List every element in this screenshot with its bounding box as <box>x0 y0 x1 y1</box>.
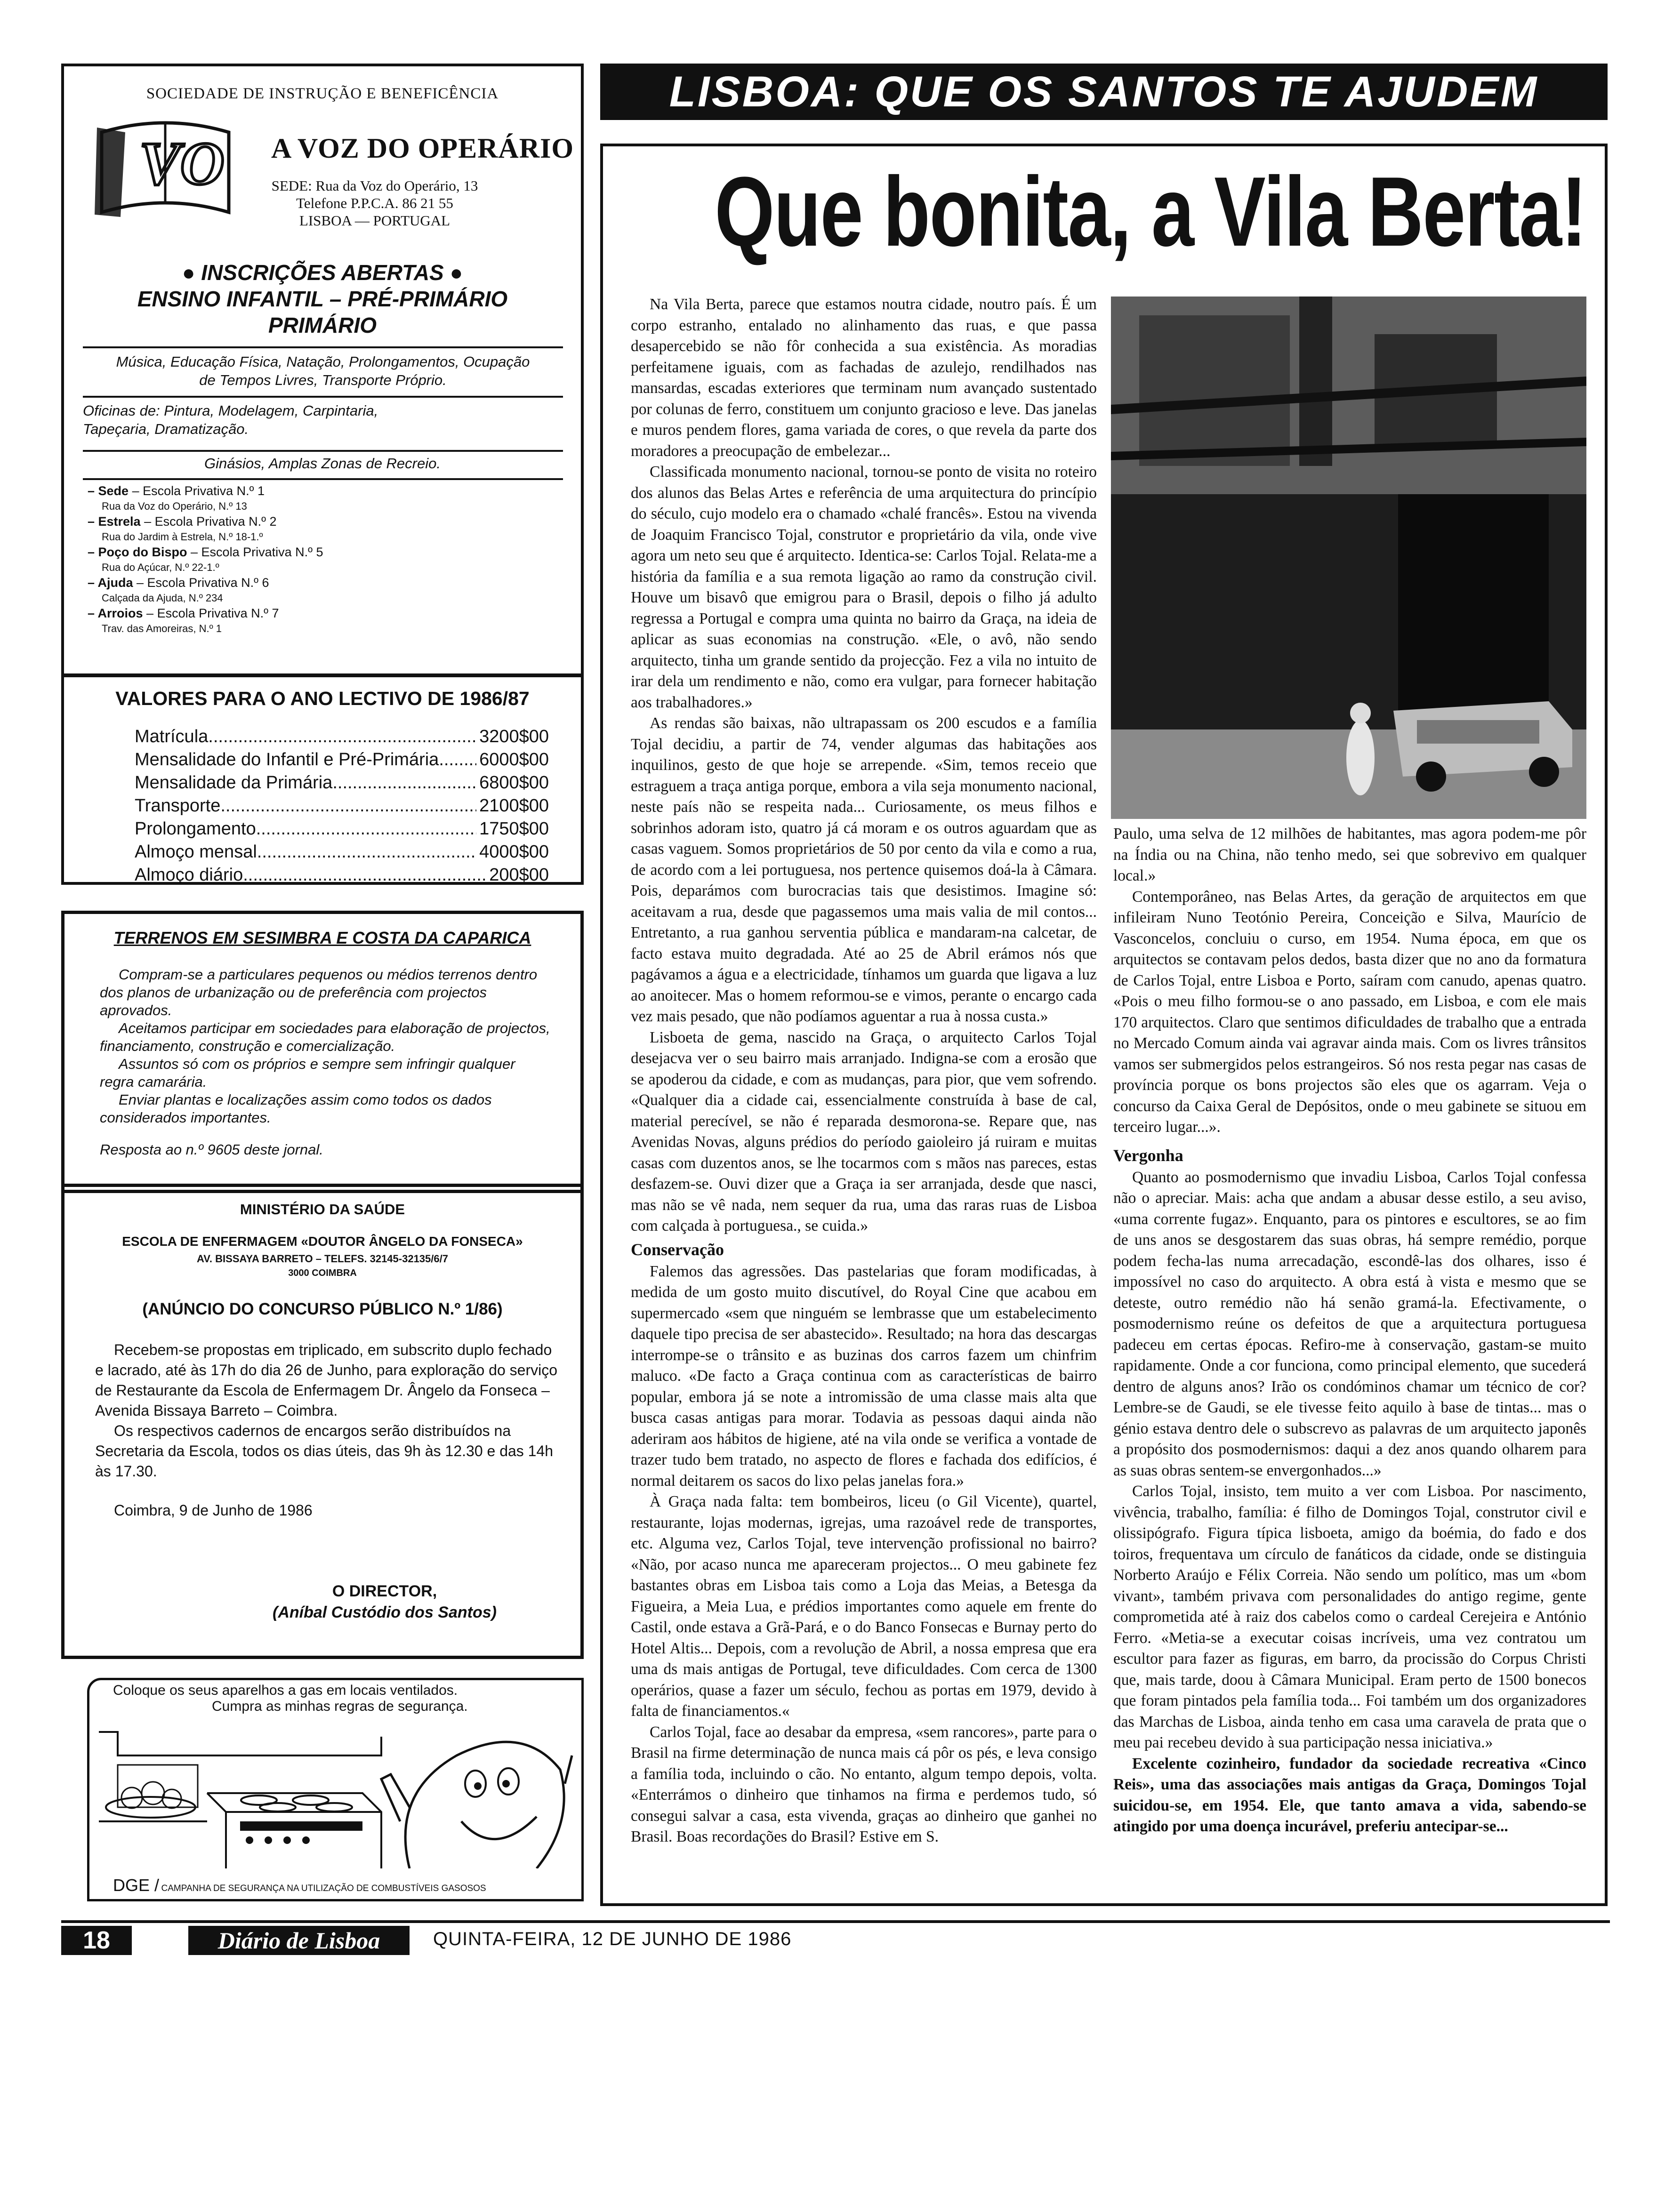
footer-rule <box>61 1920 1610 1923</box>
paragraph: Quanto ao posmodernismo que invadiu Lisboa, Carlos Tojal confessa não o apreciar. Mais: acha que andam a abusar desse estilo, a seu aviso, «uma corrente fugaz». Enquanto, para os pintores e escultores, se ao fim de uns anos se desgostarem das suas obras, há sempre remédio, porque podem fecha-las numa arrecadação, escondê-las dos olhares, isso é impossível no caso do arquitecto. A obra está à vista e mesmo que se deteste, outro remédio não há senão gramá-la. Efectivamente, o posmodernismo reúne os defeitos de que a arquitectura portuguesa padeceu em certas épocas. Refiro-me à conservação, gastam-se muito rapidamente. Onde a cor funciona, como principal elemento, que sucederá dentro de alguns anos? Irão os condóminos chamar um técnico de cor? Lembre-se de Gaudi, se ele tivesse feito aquilo à base de tintas... mas o génio estava dentro dele o subscrevo as palavras de um arquitecto japonês a propósito dos posmodernismos: daqui a dez anos quando olharem para as suas obras sentem-se envergonhados...» <box>1113 1168 1586 1479</box>
signer-name: (Aníbal Custódio dos Santos) <box>273 1603 497 1621</box>
ad-terrenos-title: TERRENOS EM SESIMBRA E COSTA DA CAPARICA <box>113 928 531 947</box>
prices-title: VALORES PARA O ANO LECTIVO DE 1986/87 <box>115 688 530 709</box>
subheading-vergonha: Vergonha <box>1113 1146 1183 1165</box>
ad-voz-schools <box>88 483 511 636</box>
list-item: – Sede – Escola Privativa N.º 1 Rua da Voz do Operário, N.º 13 <box>88 484 265 512</box>
paragraph: Na Vila Berta, parece que estamos noutra cidade, noutro país. É um corpo estranho, entalado no alinhamento das ruas, e que passa desapercebido se não fôr conhecida a sua existência. As moradias perfeitamene iguais, com as fachadas de azulejo, rendilhados nas mansardas, escadas exteriores que terminam num avançado sustentado por colunas de ferro, constituem um conjunto gracioso e leve. Das janelas e muros pendem flores, gama variada de cores, o que revela da parte dos moradores a preocupação de embelezar... <box>631 296 1097 460</box>
ad-voz-activities: Música, Educação Física, Natação, Prolongamentos, Ocupação de Tempos Livres, Transporte Próprio. <box>116 353 530 388</box>
list-item: – Arroios – Escola Privativa N.º 7 Trav. das Amoreiras, N.º 1 <box>88 606 279 634</box>
list-item: – Poço do Bispo – Escola Privativa N.º 5 Rua do Açúcar, N.º 22-1.º <box>88 545 323 573</box>
school-address: AV. BISSAYA BARRETO – TELEFS. 32145-32135/6/7 <box>197 1253 448 1265</box>
paragraph: À Graça nada falta: tem bombeiros, liceu (o Gil Vicente), quartel, restaurante, lojas modernas, igrejas, uma razoável rede de transportes, etc. Alguma vez, Carlos Tojal, teve intervenção profissional no bairro? «Não, por acaso nunca me apareceram projectos... O meu gabinete fez bastantes obras em Lisboa tais como a Loja das Meias, a Betesga da Figueira, a Meia Lua, e prédios importantes como aquele em frente do Castil, onde estava a Grã-Pará, e o do Banco Fonsecas e Burnay perto do Hotel Altis... Depois, com a revolução de Abril, a nossa empresa que era uma ds mais antigas de Portugal, teve dificuldades. Com cerca de 1300 operários, quase a fazer um século, fechou as portas em 1979, devido à falta de financiamentos.« <box>631 1493 1097 1720</box>
ad-voz-name: A VOZ DO OPERÁRIO <box>271 133 574 164</box>
stove-illustration-icon <box>99 1727 574 1868</box>
divider <box>83 396 563 398</box>
ministry-name: MINISTÉRIO DA SAÚDE <box>240 1201 405 1218</box>
paragraph: Paulo, uma selva de 12 milhões de habitantes, mas agora podem-me pôr na Índia ou na China, não tenho medo, sei que sobrevivo em qualquer local.» <box>1113 825 1586 884</box>
table-row: Transporte ..... 2100$00 <box>135 794 549 817</box>
divider <box>83 346 563 348</box>
svg-text:VO: VO <box>139 130 225 198</box>
paragraph: Lisboeta de gema, nascido na Graça, o arquitecto Carlos Tojal desejacva ver o seu bairro mais arranjado. Indigna-se com a erosão que se apoderou da cidade, e com as mudanças, para pior, que vem sofrendo. «Qualquer dia a cidade cai, essencialmente construída à base de cal, material perecível, se não é reparada desmorona-se. Repare que, nas Avenidas Novas, alguns prédios do período gaioleiro já ruiram e muitas casas com duzentos anos, se lhe tocarmos com s mãos nas pareces, estas desfazem-se. Ouvi dizer que a Graça ia ser arranjada, desde que nasci, mas não se vê nada, nem sequer da rua, uma das raras ruas de Lisboa com calçada à portuguesa., se cuida.» <box>631 1028 1097 1234</box>
table-row: Almoço diário ..... 200$00 <box>135 864 549 887</box>
gas-speech-bubble: Coloque os seus aparelhos a gas em locais ventilados. Cumpra as minhas regras de segurança. <box>113 1683 468 1714</box>
ad-ministerio-saude <box>61 1184 584 1659</box>
ad-voz-gyms: Ginásios, Amplas Zonas de Recreio. <box>204 455 441 472</box>
ad-voz-workshops: Oficinas de: Pintura, Modelagem, Carpintaria, Tapeçaria, Dramatização. <box>83 402 378 437</box>
issue-date: QUINTA-FEIRA, 12 DE JUNHO DE 1986 <box>433 1929 792 1949</box>
price-table <box>135 725 549 887</box>
divider <box>64 673 581 677</box>
table-row: Matrícula ..... 3200$00 <box>135 725 549 748</box>
article-photo <box>1111 297 1586 819</box>
signer-title: O DIRECTOR, <box>332 1582 437 1600</box>
newspaper-name: Diário de Lisboa <box>188 1926 410 1955</box>
subheading-conservacao: Conservação <box>631 1240 724 1259</box>
table-row: Mensalidade da Primária ..... 6800$00 <box>135 771 549 794</box>
page-number: 18 <box>61 1926 132 1955</box>
gas-footer: DGE / CAMPANHA DE SEGURANÇA NA UTILIZAÇÃO DE COMBUSTÍVEIS GASOSOS <box>113 1875 486 1895</box>
ad-terrenos-body: Compram-se a particulares pequenos ou médios terrenos dentro dos planos de urbanização ou de preferência com projectos aprovados. Aceitamos participar em sociedades para elaboração de projectos, financiamento, construção e comercialização. Assuntos só com os próprios e sempre sem infringir qualquer regra camarária. Enviar plantas e localizações assim como todos os dados considerados importantes. Resposta ao n.º 9605 deste jornal. <box>100 966 550 1158</box>
school-city: 3000 COIMBRA <box>288 1268 357 1278</box>
ad-saude-body: Recebem-se propostas em triplicado, em subscrito duplo fechado e lacrado, até às 17h do dia 26 de Junho, para exploração do serviço de Restaurante da Escola de Enfermagem Dr. Ângelo da Fonseca – Avenida Bissaya Barreto – Coimbra. Os respectivos cadernos de encargos serão distribuídos na Secretaria da Escola, todos os dias úteis, das 9h às 12.30 e das 14h às 17.30. Coimbra, 9 de Junho de 1986 <box>95 1341 557 1519</box>
paragraph: Classificada monumento nacional, tornou-se ponto de visita no roteiro dos alunos das Belas Artes e referência de uma arquitectura do princípio do século, cujo modelo era o chamado «chalé francês». Estou na vivenda de Joaquim Francisco Tojal, construtor e proprietário da vila, onde vive agora um neto seu que é arquitecto. Identica-se: Carlos Tojal. Relata-me a história da família e a sua remota ligação ao ramo da construção civil. Houve um bisavô que emigrou para o Brasil, depois o filho já adulto regressa a Portugal e compra uma quinta no bairro da Graça, na ideia de aplicar as suas economias na construção. «Ele, o avô, não sendo arquitecto, tinha um grande sentido da projecção. Fez a vila no intuito de irar dela um rendimento e não, como era vulgar, para fornecer habitação aos trabalhadores.» <box>631 463 1097 711</box>
paragraph: Falemos das agressões. Das pastelarias que foram modificadas, à medida de um gosto muito discutível, do Royal Cine que acabou em supermercado «sem que ninguém se lembrasse que um estabelecimento daquele tipo precisa de ser abastecido». Resultado; na hora das descargas interrompe-se o trânsito e as buzinas dos carros fazem um chinfrim maluco. «De facto a Graça continua com as características de bairro popular, embora já se note a intromissão de uma classe mais alta que busca casas antigas para morar. Todavia as pessoas daqui ainda não aderiram aos hábitos de higiene, até na vila onde se verifica a vontade de trazer tudo bem tratado, no aspecto de flores e fachada dos edifícios, é normal deitarem os sacos do lixo pelas janelas fora.» <box>631 1262 1097 1490</box>
society-name: SOCIEDADE DE INSTRUÇÃO E BENEFICÊNCIA <box>146 85 499 102</box>
notice-title: (ANÚNCIO DO CONCURSO PÚBLICO N.º 1/86) <box>142 1300 503 1318</box>
paragraph: Carlos Tojal, insisto, tem muito a ver com Lisboa. Por nascimento, vivência, trabalho, família: é filho de Domingos Tojal, construtor civil e olissipógrafo. Figura típica lisboeta, amigo da boémia, do fado e dos toiros, frequentava um círculo de fanáticos da cidade, onde se distinguia Norberto Araújo e Félix Correia. Não sendo um político, mas um «bom vivant», também privava com personalidades do antigo regime, gente comprometida até à raiz dos cabelos como o cardeal Cerejeira e António Ferro. «Metia-se a executar coisas incríveis, uma vez contratou um escultor para fazer as figuras, em barro, da procissão do Corpus Christi que, mais tarde, doou à Câmara Municipal. Eram perto de 1500 bonecos que foram pintados pela família toda... Foi também um dos organizadores das Marchas de Lisboa, ainda tenho em casa uma caravela de prata que o meu pai recebeu devido à sua participação nessa iniciativa.» <box>1113 1483 1586 1751</box>
ad-terrenos <box>61 911 584 1193</box>
table-row: Prolongamento ..... 1750$00 <box>135 817 549 841</box>
ad-voz-do-operario <box>61 64 584 885</box>
paragraph: Contemporâneo, nas Belas Artes, da geração de arquitectos em que infileiram Nuno Teotónio Pereira, Conceição e Silva, Maurício de Vasconcelos, concluiu o curso, em 1954. Numa época, em que os arquitectos se contavam pelos dedos, basta dizer que no ano da formatura de Carlos Tojal, entre Lisboa e Porto, saíram com canudo, apenas quatro. «Pois o meu filho formou-se o ano passado, em Lisboa, e com ele mais 170 arquitectos. Claro que sentimos dificuldades de trabalho que a entrada no Mercado Comum ainda vai agravar ainda mais. Com os livres trânsitos vamos ser submergidos pelos estrangeiros. Só nos resta pegar nas casas de província porque os bons projectos são eles que os agarram. Veja o concurso da Caixa Geral de Depósitos, onde o meu gabinete se situou em terceiro lugar...». <box>1113 888 1586 1136</box>
article-column-2 <box>1113 824 1586 1837</box>
divider <box>83 478 563 480</box>
school-name: ESCOLA DE ENFERMAGEM «DOUTOR ÂNGELO DA FONSECA» <box>122 1234 523 1249</box>
ad-voz-headline: ● INSCRIÇÕES ABERTAS ● ENSINO INFANTIL – PRÉ-PRIMÁRIO PRIMÁRIO <box>137 260 508 337</box>
paragraph: As rendas são baixas, não ultrapassam os 200 escudos e a família Tojal decidiu, a partir de 74, vender algumas das habitações aos inquilinos, gesto de que hoje se arrepende. «Sim, temos receio que estraguem a traça antiga porque, embora a vila seja monumento nacional, neste país não se respeita nada... Curiosamente, os meus filhos e sobrinhos adoram isto, quatro já cá moram e os outros aguardam que as casas vaguem. Somos proprietários de 50 por cento da vila e como a rua, de acordo com a lei portuguesa, nos pertence quisemos doá-la à Câmara. Pois, deparámos com burocracias tais que desistimos. Imagine só: aceitavam a rua, desde que pagassemos uma mais valia de mil contos... Entretanto, a rua ganhou serventia pública e mandaram-na calcetar, de facto estava muito degradada. Até ao 25 de Abril erámos nós que pagávamos a água e a electricidade, tínhamos um guarda que ligava a luz ao anoitecer. Mas o homem reformou-se e vimos, perante o encargo cada vez mais pesado, que não podíamos aguentar a rua à nossa custa.» <box>631 714 1097 1025</box>
table-row: Mensalidade do Infantil e Pré-Primária ..... 6000$00 <box>135 748 549 771</box>
paragraph: Carlos Tojal, face ao desabar da empresa, «sem rancores», parte para o Brasil na firme determinação de nunca mais cá pôr os pés, e leva consigo a família toda, incluindo o cão. No entanto, algum tempo depois, volta. «Enterrámos o dinheiro que tinhamos na firma e perdemos tudo, só consegui salvar a casa, esta vivenda, graças ao dinheiro que ganhei no Brasil. Boas recordações do Brasil? Estive em S. <box>631 1723 1097 1845</box>
ad-voz-address: SEDE: Rua da Voz do Operário, 13 Telefone P.P.C.A. 86 21 55 LISBOA — PORTUGAL <box>271 177 478 229</box>
section-banner: LISBOA: QUE OS SANTOS TE AJUDEM <box>600 64 1608 120</box>
divider <box>83 450 563 452</box>
article-title: Que bonita, a Vila Berta! <box>715 156 1586 267</box>
voz-logo-icon <box>88 113 243 226</box>
list-item: – Ajuda – Escola Privativa N.º 6 Calçada da Ajuda, N.º 234 <box>88 576 269 604</box>
list-item: – Estrela – Escola Privativa N.º 2 Rua do Jardim à Estrela, N.º 18-1.º <box>88 514 277 543</box>
table-row: Almoço mensal ..... 4000$00 <box>135 841 549 864</box>
ad-gas-safety <box>87 1678 584 1901</box>
paragraph: Excelente cozinheiro, fundador da sociedade recreativa «Cinco Reis», uma das associações mais antigas da Graça, Domingos Tojal suicidou-se, em 1954. Ele, que tanto amava a vida, sabendo-se atingido por uma doença incurável, preferiu antecipar-se... <box>1113 1755 1586 1835</box>
article-column-1 <box>631 294 1097 1848</box>
